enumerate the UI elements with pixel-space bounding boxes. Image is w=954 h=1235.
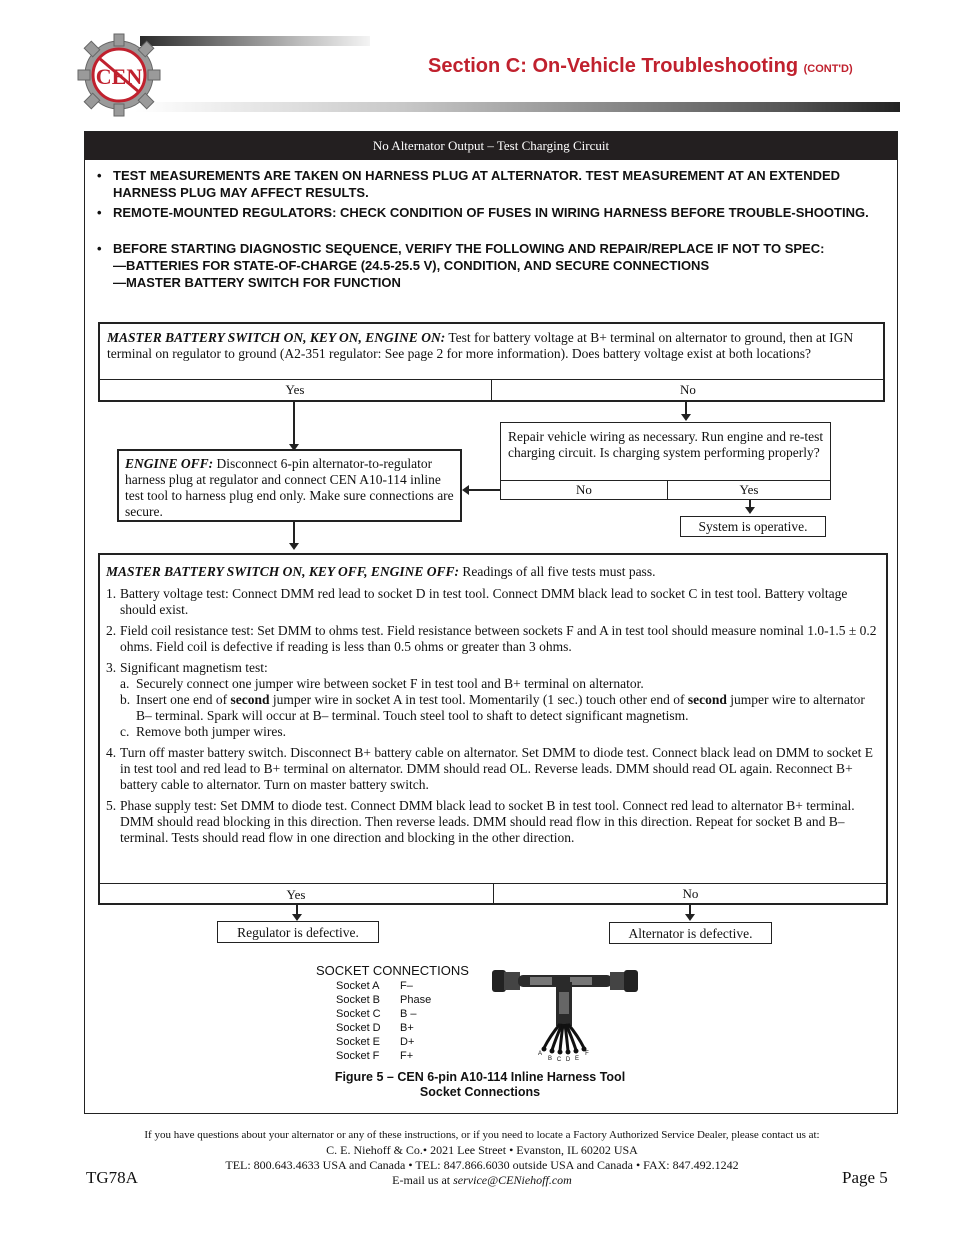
sub-step-label: b. — [120, 692, 131, 707]
sub-step-text: Remove both jumper wires. — [136, 724, 286, 739]
pin-label: F — [585, 1051, 589, 1057]
bullet-text: BEFORE STARTING DIAGNOSTIC SEQUENCE, VERIFY THE FOLLOWING AND REPAIR/REPLACE IF NOT TO SPEC: — [113, 241, 825, 256]
bullet-text: REMOTE-MOUNTED REGULATORS: CHECK CONDITION OF FUSES IN WIRING HARNESS BEFORE TROUBLE-SHOOTING. — [113, 205, 869, 220]
test-text: Field coil resistance test: Set DMM to ohms test. Field resistance between sockets F and A in test tool should measure nominal 1.0-1.5 ± 0.2 ohms. Field coil is defective if reading is less than 0.5 ohms or greater than 3 ohms. — [120, 623, 877, 654]
test-text: Phase supply test: Set DMM to diode test. Connect DMM black lead to socket B in test tool. Connect red lead to alternator B+ terminal. DMM should read blocking in this direction. Then reverse leads. DMM should read flow in this direction. Repeat for socket B and B– terminal. Tests should read flow in one direction and blocking in the other direction. — [120, 798, 855, 845]
test-item — [106, 798, 882, 846]
arrow-down — [293, 522, 295, 544]
socket-row — [336, 1035, 431, 1049]
arrow-down — [749, 500, 751, 508]
socket-value: D+ — [400, 1036, 415, 1048]
page-title-text: Section C: On-Vehicle Troubleshooting — [428, 55, 799, 77]
page-number: Page 5 — [842, 1168, 888, 1187]
engine-off-box — [117, 449, 462, 522]
socket-name: Socket C — [336, 1008, 381, 1020]
system-operative-box — [680, 516, 826, 537]
bullet-text: TEST MEASUREMENTS ARE TAKEN ON HARNESS PLUG AT ALTERNATOR. TEST MEASUREMENT AT AN EXTENDED HARNESS PLUG MAY AFFECT RESULTS. — [113, 168, 841, 200]
test-number: 4. — [106, 745, 117, 760]
step2-no-label: No — [682, 886, 699, 901]
footer-line: C. E. Niehoff & Co.• 2021 Lee Street • Evanston, IL 60202 USA — [326, 1143, 638, 1157]
sub-step-text: Securely connect one jumper wire between socket F in test tool and B+ terminal on alternator. — [136, 676, 644, 691]
test-number: 5. — [106, 798, 117, 813]
bullet-item — [97, 240, 887, 291]
test-text: Turn off master battery switch. Disconnect B+ battery cable on alternator. Set DMM to diode test. Connect black lead on DMM to socket E in test tool and red lead to B+ terminal on alternator. DMM should read OL. Reverse leads. DMM should read OL again. Reconnect B+ battery cable to alternator. Turn on master battery switch. — [120, 745, 873, 792]
socket-row — [336, 1021, 431, 1035]
socket-connections-title: SOCKET CONNECTIONS — [316, 963, 469, 978]
socket-name: Socket D — [336, 1022, 381, 1034]
bullet-item — [97, 167, 887, 201]
step1-no-label: No — [680, 382, 696, 397]
test-text: Significant magnetism test: — [120, 660, 268, 675]
sub-step — [106, 676, 882, 692]
figure-caption — [290, 1070, 670, 1100]
test-number: 2. — [106, 623, 117, 638]
sub-step-text: Insert one end of — [136, 692, 231, 707]
bullet-dot: • — [97, 205, 102, 220]
step2-text — [106, 564, 882, 851]
footer-contact — [60, 1128, 904, 1188]
repair-yes-label: Yes — [739, 482, 759, 497]
engine-off-lead: ENGINE OFF: — [125, 456, 214, 471]
pin-label: D — [565, 1057, 571, 1063]
arrow-down — [293, 401, 295, 445]
bullet-dot: • — [97, 241, 102, 256]
test-number: 1. — [106, 586, 117, 601]
step2-lead: MASTER BATTERY SWITCH ON, KEY OFF, ENGINE OFF: — [106, 564, 459, 579]
footer-email-link[interactable]: service@CENiehoff.com — [453, 1173, 572, 1187]
socket-value: B – — [400, 1008, 417, 1020]
repair-no-label: No — [576, 482, 592, 497]
header-decor-bar — [140, 36, 370, 46]
page-title-suffix: (CONT'D) — [803, 63, 853, 75]
sub-step-text: jumper wire in socket A in test tool. Momentarily (1 sec.) touch other end of — [269, 692, 688, 707]
step1-body: Test for battery voltage at B+ terminal on alternator to ground, then at IGN terminal on regulator to ground (A2-351 regulator: See page 2 for more information). Does battery voltage exist at both locations? — [107, 330, 854, 361]
regulator-defective-box — [217, 921, 379, 943]
socket-row — [336, 993, 431, 1007]
socket-row — [336, 1049, 431, 1063]
footer-line — [60, 1173, 904, 1188]
frame-title: No Alternator Output – Test Charging Circuit — [85, 132, 897, 160]
document-code: TG78A — [86, 1168, 138, 1187]
socket-table — [336, 979, 431, 1063]
socket-name: Socket B — [336, 994, 381, 1006]
engine-off-body: Disconnect 6-pin alternator-to-regulator harness plug at regulator and connect CEN A10-114 inline test tool to harness plug end only. Make sure connections are secure. — [125, 456, 454, 519]
arrow-down — [689, 903, 691, 915]
step2-intro — [106, 564, 882, 580]
socket-value: F+ — [400, 1050, 414, 1062]
step1-text — [107, 330, 877, 362]
socket-name: Socket A — [336, 980, 380, 992]
system-operative-text: System is operative. — [698, 519, 808, 534]
alternator-defective-text: Alternator is defective. — [628, 926, 753, 941]
figure-caption-line: Figure 5 – CEN 6-pin A10-114 Inline Harness Tool — [334, 1070, 626, 1084]
socket-name: Socket F — [336, 1050, 380, 1062]
socket-name: Socket E — [336, 1036, 381, 1048]
socket-row — [336, 1007, 431, 1021]
sub-step — [106, 724, 882, 740]
harness-tool-illustration — [490, 962, 640, 1064]
divider — [500, 480, 831, 481]
socket-row — [336, 979, 431, 993]
sub-step — [106, 692, 882, 724]
pin-label: E — [574, 1056, 580, 1062]
footer-email-prefix: E-mail us at — [392, 1173, 454, 1187]
sub-bullet-text: —BATTERIES FOR STATE-OF-CHARGE (24.5-25.5 V), CONDITION, AND SECURE CONNECTIONS — [113, 258, 710, 273]
alternator-defective-box — [609, 922, 772, 944]
socket-value: B+ — [400, 1022, 414, 1034]
cen-logo — [74, 30, 164, 120]
socket-value: Phase — [400, 994, 432, 1006]
bullet-item — [97, 204, 887, 221]
step2-box — [98, 553, 888, 905]
step2-body: Readings of all five tests must pass. — [458, 564, 656, 579]
sub-step-label: c. — [120, 724, 130, 739]
pin-label: C — [556, 1057, 562, 1063]
emphasis: second — [687, 692, 727, 707]
step1-yes-label: Yes — [285, 382, 305, 397]
svg-text:CEN: CEN — [95, 64, 143, 89]
regulator-defective-text: Regulator is defective. — [237, 925, 359, 940]
arrow-down — [685, 401, 687, 415]
test-item — [106, 623, 882, 655]
step2-yes-label: Yes — [286, 887, 306, 902]
bullet-dot: • — [97, 168, 102, 183]
test-item — [106, 586, 882, 618]
page-title — [428, 55, 853, 78]
sub-step-text: jumper wire to alternator B– terminal. Spark will occur at B– terminal. Touch steel tool to shaft to detect significant magnetism. — [136, 692, 865, 723]
pin-label: B — [547, 1056, 553, 1062]
step1-lead: MASTER BATTERY SWITCH ON, KEY ON, ENGINE ON: — [107, 330, 446, 345]
engine-off-text — [125, 456, 457, 520]
test-item — [106, 745, 882, 793]
sub-step-label: a. — [120, 676, 130, 691]
socket-value: F– — [400, 980, 413, 992]
test-text: Battery voltage test: Connect DMM red lead to socket D in test tool. Connect DMM black lead to socket C in test tool. Battery voltage should exist. — [120, 586, 848, 617]
footer-line: TEL: 800.643.4633 USA and Canada • TEL: 847.866.6030 outside USA and Canada • FAX: 847.492.1242 — [225, 1158, 739, 1172]
arrow-left — [468, 489, 500, 491]
header-decor-bar-bottom — [135, 102, 900, 112]
emphasis: second — [230, 692, 270, 707]
test-number: 3. — [106, 660, 117, 675]
footer-line: If you have questions about your alternator or any of these instructions, or if you need to locate a Factory Authorized Service Dealer, please contact us at: — [144, 1129, 820, 1141]
arrow-down — [296, 903, 298, 915]
figure-caption-line: Socket Connections — [419, 1085, 541, 1099]
repair-text: Repair vehicle wiring as necessary. Run engine and re-test charging circuit. Is charging system performing properly? — [508, 429, 824, 460]
test-item — [106, 660, 882, 740]
pin-label: A — [537, 1051, 543, 1057]
sub-bullet-text: —MASTER BATTERY SWITCH FOR FUNCTION — [113, 275, 401, 290]
